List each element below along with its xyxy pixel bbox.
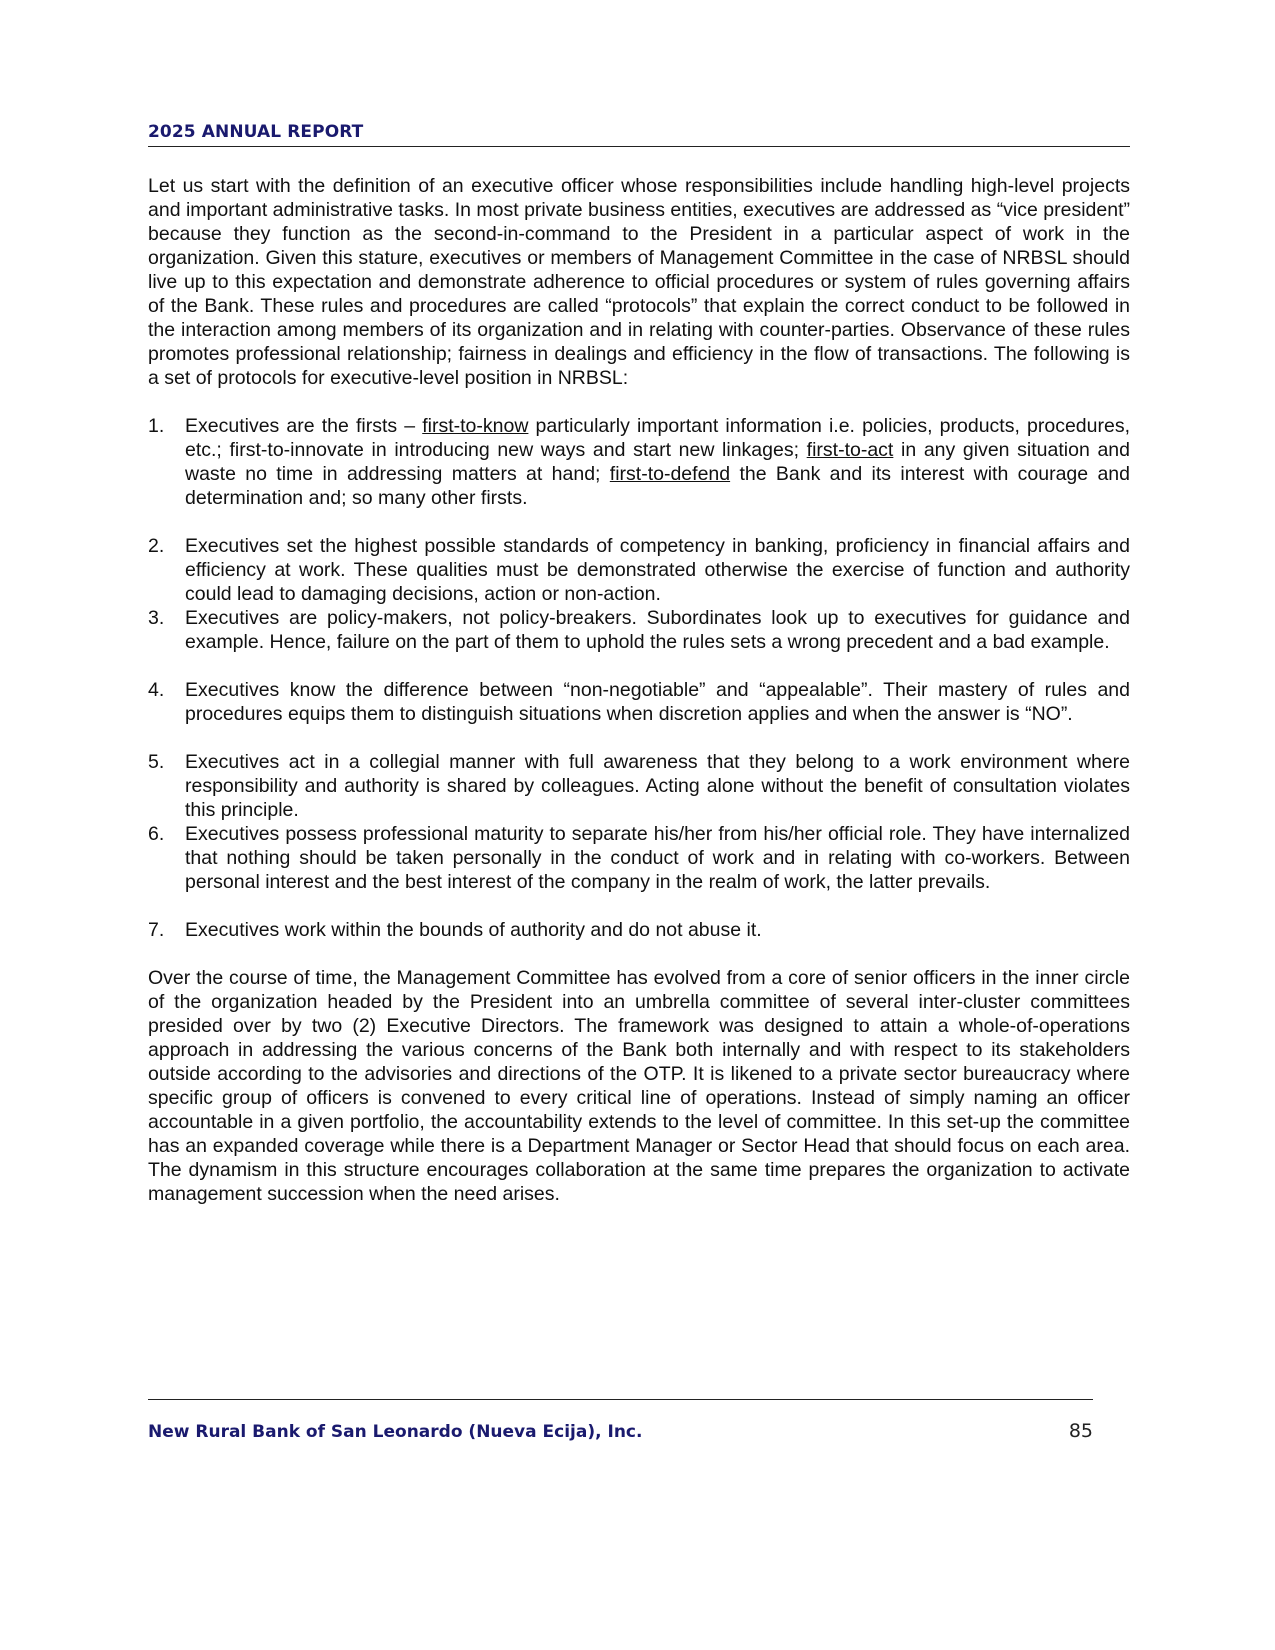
list-item bbox=[148, 918, 1130, 942]
list-item-number: 4. bbox=[148, 679, 165, 701]
list-item bbox=[148, 678, 1130, 726]
list-item-text: Executives work within the bounds of authority and do not abuse it. bbox=[185, 919, 762, 941]
page-number: 85 bbox=[1068, 1420, 1093, 1442]
list-item-number: 5. bbox=[148, 751, 165, 773]
protocol-list bbox=[148, 414, 1130, 942]
report-title: 2025 ANNUAL REPORT bbox=[148, 122, 364, 142]
list-item-text: Executives know the difference between “non-negotiable” and “appealable”. Their mastery of rules and procedures equips them to distinguish situations when discretion applies and when the answer is “NO”. bbox=[185, 679, 1130, 725]
list-item bbox=[148, 750, 1130, 822]
underlined-term: first-to-act bbox=[806, 439, 894, 461]
list-item bbox=[148, 534, 1130, 606]
underlined-term: first-to-know bbox=[422, 415, 529, 437]
list-item-number: 6. bbox=[148, 823, 165, 845]
list-item bbox=[148, 606, 1130, 654]
page-header bbox=[148, 122, 1130, 147]
list-item-text: Executives are the firsts – bbox=[185, 415, 423, 437]
list-item-text: in any given situation and waste no time in addressing matters at hand; bbox=[185, 439, 1130, 485]
list-item bbox=[148, 822, 1130, 894]
list-item-number: 2. bbox=[148, 535, 165, 557]
list-item bbox=[148, 414, 1130, 510]
footer-divider bbox=[148, 1399, 1093, 1400]
underlined-term: first-to-defend bbox=[609, 463, 731, 485]
list-item-number: 3. bbox=[148, 607, 165, 629]
list-item-number: 1. bbox=[148, 415, 165, 437]
intro-paragraph: Let us start with the definition of an executive officer whose responsibilities include handling high-level projects and important administrative tasks. In most private business entities, executives are addressed as “vice president” because they function as the second-in-command to the President in a particular aspect of work in the organization. Given this stature, executives or members of Management Committee in the case of NRBSL should live up to this expectation and demonstrate adherence to official procedures or system of rules governing affairs of the Bank. These rules and procedures are called “protocols” that explain the correct conduct to be followed in the interaction among members of its organization and in relating with counter-parties. Observance of these rules promotes professional relationship; fairness in dealings and efficiency in the flow of transactions. The following is a set of protocols for executive-level position in NRBSL: bbox=[148, 175, 1130, 389]
list-item-text: Executives set the highest possible standards of competency in banking, proficiency in financial affairs and efficiency at work. These qualities must be demonstrated otherwise the exercise of function and authority could lead to damaging decisions, action or non-action. bbox=[185, 535, 1130, 605]
list-item-text: particularly important information i.e. policies, products, procedures, etc.; first-to-innovate in introducing new ways and start new linkages; bbox=[185, 415, 1130, 461]
list-item-text: the Bank and its interest with courage and determination and; so many other firsts. bbox=[185, 463, 1130, 509]
list-item-text: Executives are policy-makers, not policy-breakers. Subordinates look up to executives for guidance and example. Hence, failure on the part of them to uphold the rules sets a wrong precedent and a bad example. bbox=[185, 607, 1130, 653]
list-item-text: Executives possess professional maturity to separate his/her from his/her official role. They have internalized that nothing should be taken personally in the conduct of work and in relating with co-workers. Between personal interest and the best interest of the company in the realm of work, the latter prevails. bbox=[185, 823, 1130, 893]
closing-paragraph: Over the course of time, the Management Committee has evolved from a core of senior officers in the inner circle of the organization headed by the President into an umbrella committee of several inter-cluster committees presided over by two (2) Executive Directors. The framework was designed to attain a whole-of-operations approach in addressing the various concerns of the Bank both internally and with respect to its stakeholders outside according to the advisories and directions of the OTP. It is likened to a private sector bureaucracy where specific group of officers is convened to every critical line of operations. Instead of simply naming an officer accountable in a given portfolio, the accountability extends to the level of committee. In this set-up the committee has an expanded coverage while there is a Department Manager or Sector Head that should focus on each area. The dynamism in this structure encourages collaboration at the same time prepares the organization to activate management succession when the need arises. bbox=[148, 967, 1130, 1205]
footer-bank-name: New Rural Bank of San Leonardo (Nueva Ecija), Inc. bbox=[148, 1422, 643, 1442]
document-body bbox=[148, 174, 1130, 1206]
list-item-text: Executives act in a collegial manner with full awareness that they belong to a work environment where responsibility and authority is shared by colleagues. Acting alone without the benefit of consultation violates this principle. bbox=[185, 751, 1130, 821]
list-item-number: 7. bbox=[148, 919, 165, 941]
